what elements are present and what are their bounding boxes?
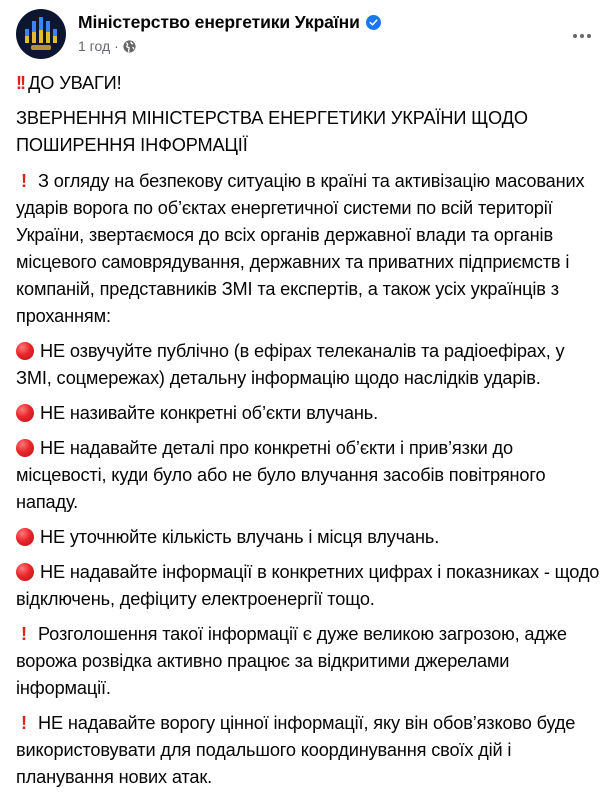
more-options-button[interactable] [568, 29, 596, 43]
ministry-logo-base [31, 45, 51, 50]
exclamation-icon: ! [21, 624, 27, 644]
paragraph-text: НЕ надавайте ворогу цінної інформації, яку він обов’язково буде використовувати для подальшого координування своїх дій і планування нових атак. [16, 713, 576, 787]
red-circle-icon [16, 439, 34, 457]
paragraph-rule [16, 400, 602, 427]
paragraph-rule [16, 559, 602, 613]
post-timestamp[interactable]: 1 год [78, 38, 111, 54]
globe-icon[interactable] [123, 40, 136, 53]
page-name-link[interactable]: Міністерство енергетики України [78, 12, 360, 32]
red-circle-icon [16, 342, 34, 360]
paragraph-rule [16, 524, 602, 551]
post-header [16, 9, 614, 61]
more-dot [580, 34, 584, 38]
paragraph-rule [16, 338, 602, 392]
exclamation-icon: ! [21, 171, 27, 191]
more-horizontal-icon [573, 34, 577, 38]
alert-heading-text: ДО УВАГИ! [28, 73, 122, 93]
paragraph-warning [16, 710, 602, 791]
paragraph-text: З огляду на безпекову ситуацію в країні та активізацію масованих ударів ворога по об’єктах енергетичної системи по всій території України, звертаємося до всіх органів державної влади та органів місцевого самоврядування, державних та приватних підприємств і компаній, представників ЗМІ та експертів, а також усіх українців з проханням: [16, 171, 585, 326]
paragraph-text: НЕ називайте конкретні об’єкти влучань. [40, 403, 378, 423]
paragraph-text: НЕ надавайте інформації в конкретних цифрах і показниках - щодо відключень, дефіциту електроенергії тощо. [16, 562, 600, 609]
post-meta [78, 38, 136, 54]
red-circle-icon [16, 563, 34, 581]
ministry-logo-icon [25, 17, 57, 43]
red-circle-icon [16, 404, 34, 422]
paragraph-rule [16, 435, 602, 516]
meta-separator: · [114, 38, 119, 54]
paragraph-text: НЕ надавайте деталі про конкретні об’єкти і прив’язки до місцевості, куди було або не було влучання засобів повітряного нападу. [16, 438, 546, 512]
author-row [78, 12, 381, 33]
paragraph-text: НЕ уточнюйте кількість влучань і місця влучань. [40, 527, 440, 547]
verified-badge-icon [366, 15, 381, 30]
double-exclamation-icon: !! [16, 73, 25, 93]
paragraph-intro [16, 168, 602, 330]
post-body [16, 70, 602, 799]
exclamation-icon: ! [21, 713, 27, 733]
post-title: ЗВЕРНЕННЯ МІНІСТЕРСТВА ЕНЕРГЕТИКИ УКРАЇНИ ЩОДО ПОШИРЕННЯ ІНФОРМАЦІЇ [16, 108, 528, 155]
paragraph-text: НЕ озвучуйте публічно (в ефірах телеканалів та радіоефірах, у ЗМІ, соцмережах) детальну інформацію щодо наслідків ударів. [16, 341, 565, 388]
paragraph-warning [16, 621, 602, 702]
alert-heading [16, 70, 602, 97]
paragraph-text: Розголошення такої інформації є дуже великою загрозою, адже ворожа розвідка активно працює за відкритими джерелами інформації. [16, 624, 567, 698]
page-avatar[interactable] [16, 9, 66, 59]
red-circle-icon [16, 528, 34, 546]
more-dot [587, 34, 591, 38]
